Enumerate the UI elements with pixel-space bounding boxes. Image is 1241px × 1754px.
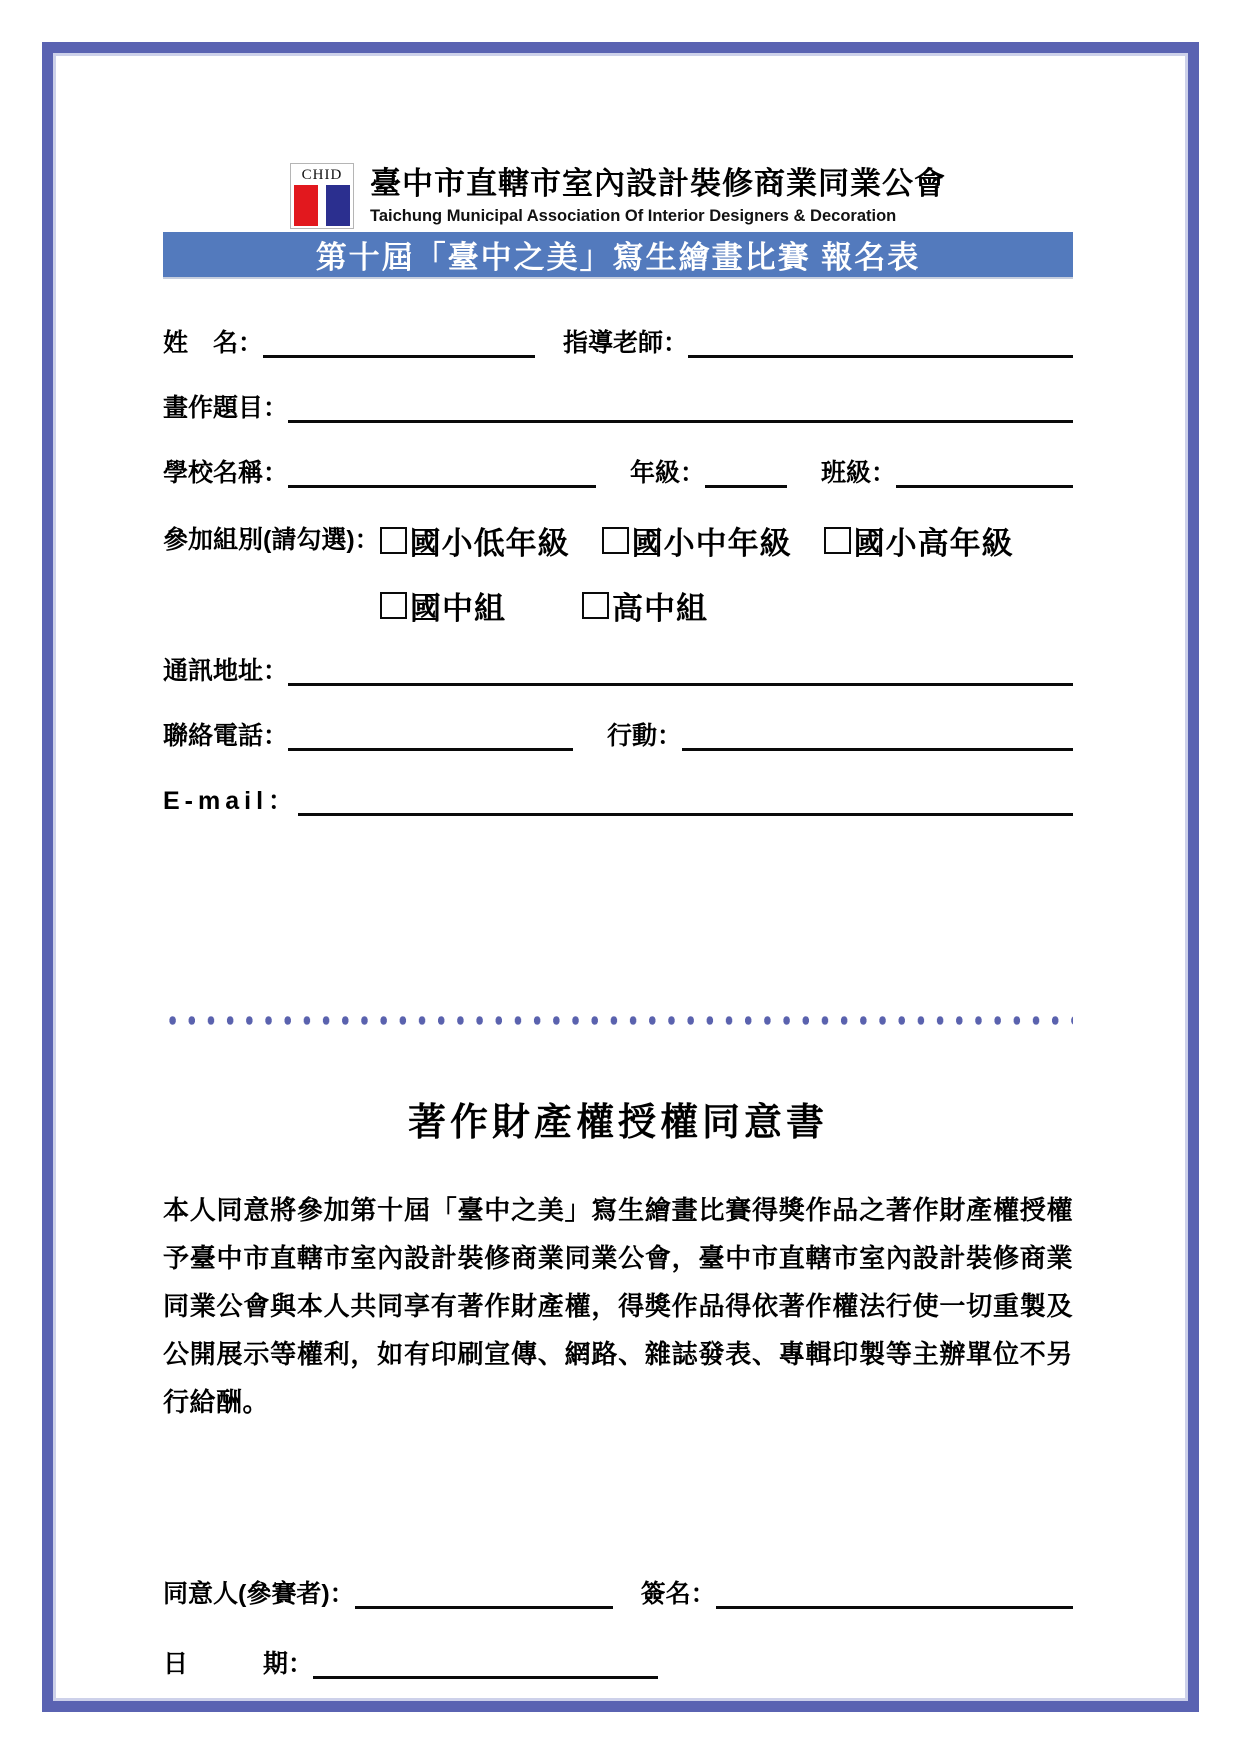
row-school-grade-class [163, 455, 1073, 488]
sign-label: 簽名： [640, 1580, 716, 1608]
date-field-line[interactable] [313, 1651, 658, 1679]
sign-field-line[interactable] [716, 1581, 1073, 1609]
school-field-line[interactable] [288, 460, 596, 488]
mobile-field-line[interactable] [682, 723, 1073, 751]
consent-body: 本人同意將參加第十屆「臺中之美」寫生繪畫比賽得獎作品之著作財產權授權予臺中市直轄市室內設計裝修商業同業公會，臺中市直轄市室內設計裝修商業同業公會與本人共同享有著作財產權，得獎作品得依著作權法行使一切重製及公開展示等權利，如有印刷宣傳、網路、雜誌發表、專輯印製等主辦單位不另行給酬。 [163, 1195, 1073, 1417]
group-option-label: 高中組 [612, 590, 708, 626]
class-field-line[interactable] [896, 460, 1073, 488]
signature-section [163, 1576, 1073, 1679]
name-label: 姓 名： [163, 329, 264, 357]
row-date [163, 1646, 1073, 1679]
teacher-field-line[interactable] [688, 330, 1073, 358]
row-email [163, 783, 1073, 816]
address-label: 通訊地址： [163, 657, 289, 685]
group-option-elementary-low [380, 518, 570, 563]
logo-stripe-white [318, 185, 326, 226]
org-name-en: Taichung Municipal Association Of Interior Designers & Decoration [370, 207, 897, 225]
org-name-zh: 臺中市直轄市室內設計裝修商業同業公會 [370, 166, 946, 201]
chid-logo-stripes [294, 185, 350, 226]
form-title: 第十屆「臺中之美」寫生繪畫比賽 報名表 [315, 240, 921, 275]
email-label: E-mail： [163, 787, 299, 815]
chid-logo-text: CHID [301, 167, 343, 183]
teacher-label: 指導老師： [563, 329, 689, 357]
dotted-divider [163, 1014, 1073, 1027]
agree-field-line[interactable] [355, 1581, 613, 1609]
row-artwork-title [163, 390, 1073, 423]
group-option-senior-high [582, 583, 708, 628]
row-name-teacher [163, 325, 1073, 358]
checkbox-senior-high[interactable] [582, 592, 609, 619]
date-label: 日 期： [163, 1650, 314, 1678]
name-field-line[interactable] [263, 330, 535, 358]
group-options-row1 [380, 518, 1014, 563]
checkbox-junior-high[interactable] [380, 592, 407, 619]
row-group-selection [163, 520, 1073, 560]
group-option-elementary-high [824, 518, 1014, 563]
agree-label: 同意人(參賽者)： [163, 1580, 355, 1608]
row-phone-mobile [163, 718, 1073, 751]
checkbox-elementary-high[interactable] [824, 527, 851, 554]
group-option-junior-high [380, 583, 506, 628]
address-field-line[interactable] [288, 658, 1073, 686]
school-label: 學校名稱： [163, 459, 289, 487]
grade-label: 年級： [630, 459, 706, 487]
row-group-selection-2 [380, 585, 1073, 625]
grade-field-line[interactable] [705, 460, 787, 488]
group-option-label: 國中組 [410, 590, 506, 626]
chid-logo-icon [290, 163, 354, 229]
group-option-label: 國小中年級 [631, 525, 792, 561]
checkbox-elementary-low[interactable] [380, 527, 407, 554]
group-option-label: 國小高年級 [853, 525, 1014, 561]
org-names [370, 164, 946, 228]
mobile-label: 行動： [607, 722, 683, 750]
logo-stripe-blue [326, 185, 350, 226]
group-option-label: 國小低年級 [409, 525, 570, 561]
logo-stripe-red [294, 185, 318, 226]
email-field-line[interactable] [298, 788, 1073, 816]
group-label: 參加組別(請勾選)： [163, 526, 380, 554]
row-agree-sign [163, 1576, 1073, 1609]
class-label: 班級： [821, 459, 897, 487]
checkbox-elementary-mid[interactable] [602, 527, 629, 554]
consent-title: 著作財產權授權同意書 [407, 1102, 828, 1144]
form-fields [163, 325, 1073, 816]
artwork-title-label: 畫作題目： [163, 394, 289, 422]
phone-label: 聯絡電話： [163, 722, 289, 750]
row-address [163, 653, 1073, 686]
group-option-elementary-mid [602, 518, 792, 563]
artwork-title-field-line[interactable] [288, 395, 1073, 423]
phone-field-line[interactable] [288, 723, 573, 751]
title-banner [163, 232, 1073, 279]
header [163, 0, 1073, 232]
